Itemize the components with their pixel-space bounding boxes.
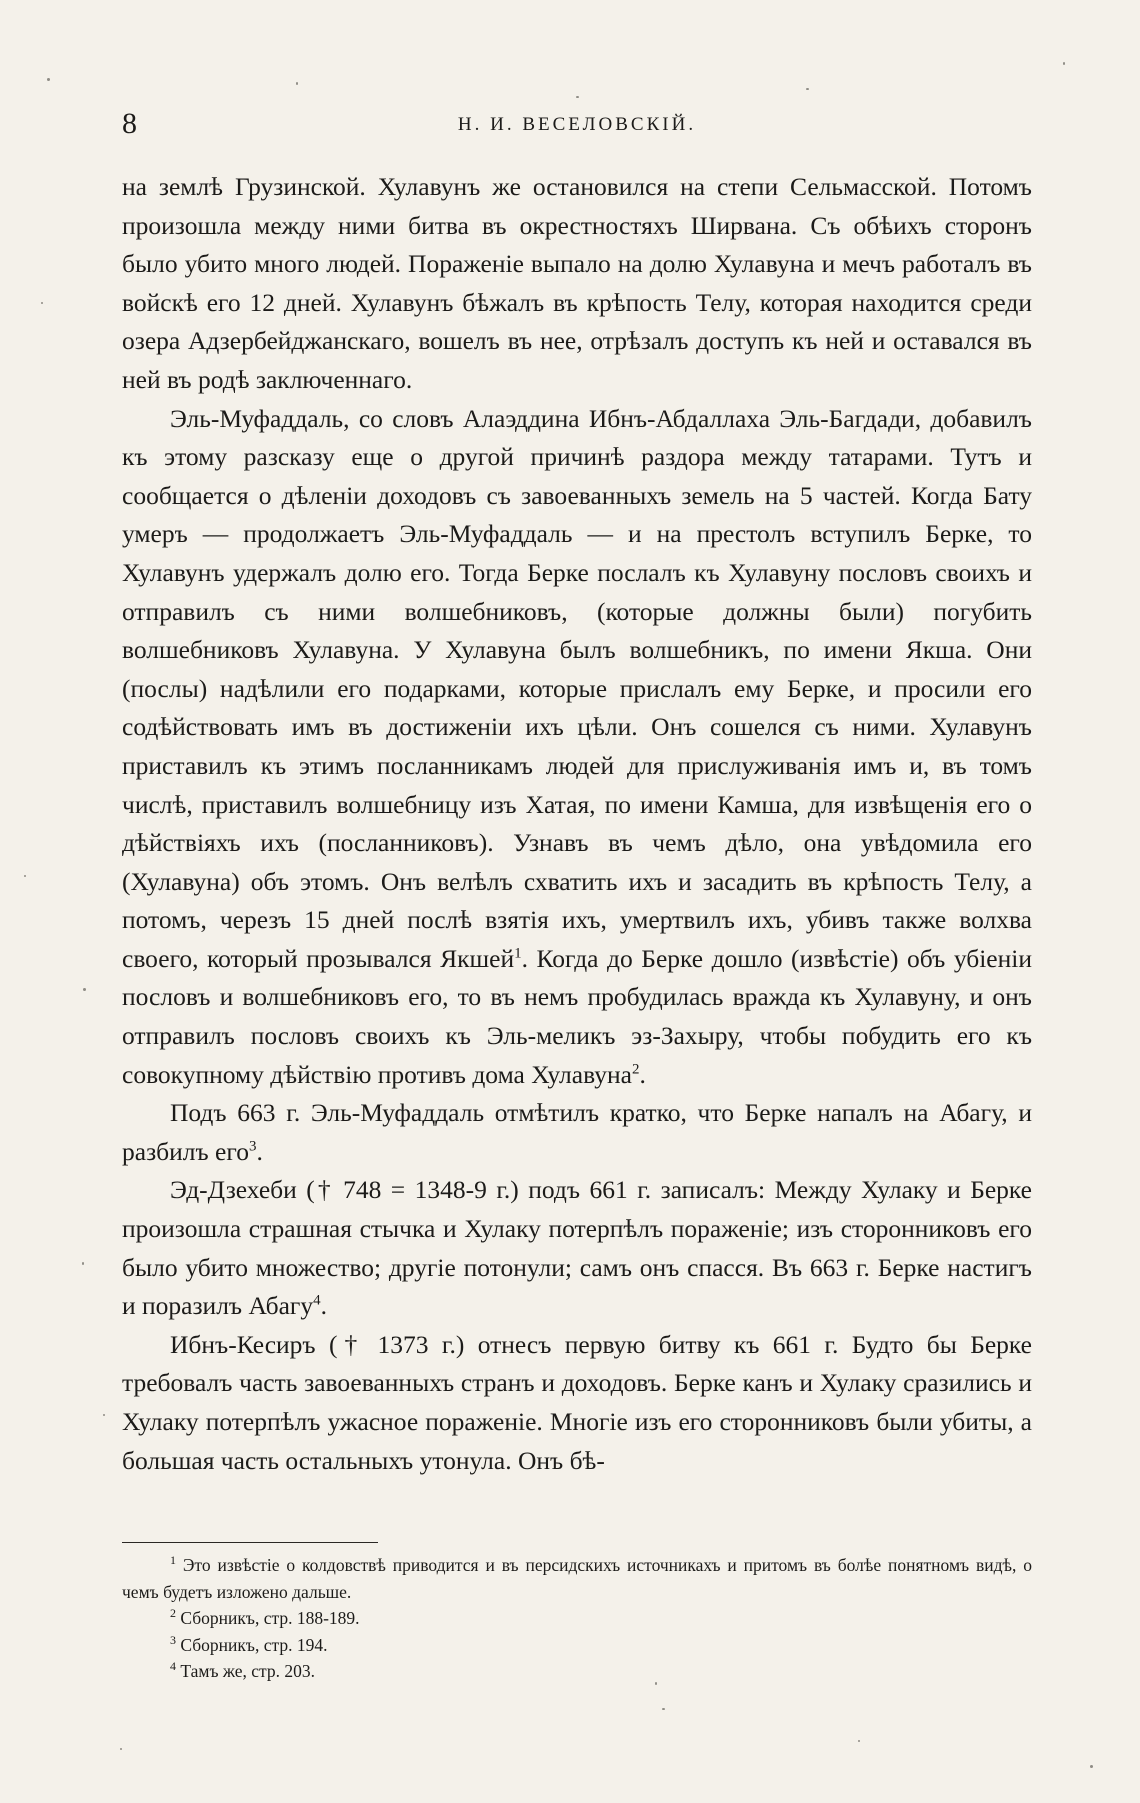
scan-speck [1063,62,1065,65]
footnote-mark-2: 2 [170,1606,176,1621]
footnote-ref-2: 2 [631,1061,640,1078]
footnote-3 [122,1632,1032,1659]
scan-speck [47,78,50,81]
paragraph-3 [122,1094,1032,1171]
scan-speck [296,82,298,85]
paragraph-1 [122,168,1032,400]
footnote-ref-3: 3 [248,1138,257,1155]
running-head: Н. И. ВЕСЕЛОВСКІЙ. [457,114,697,135]
page-number: 8 [122,107,137,140]
paragraph-2 [122,400,1032,1095]
footnote-ref-4: 4 [313,1292,321,1309]
footnote-divider [122,1542,378,1543]
footnote-ref-1: 1 [514,945,522,962]
scan-speck [806,88,809,90]
scan-speck [41,302,43,304]
scan-speck [82,1262,84,1265]
paragraph-4-text: Эд-Дзехеби († 748 = 1348-9 г.) подъ 661 г. записалъ: Между Хулаку и Берке произошла страшная стычка и Хулаку потерпѣлъ пораженіе; изъ сторонниковъ его было убито множество; другіе потонули; самъ онъ спасся. Въ 663 г. Берке настигъ и поразилъ Абагу [122,1175,1032,1321]
paragraph-2-text-cont: . Когда до Берке дошло (извѣстіе) объ убіеніи пословъ и волшебниковъ его, то въ немъ пробудилась вражда къ Хулавуну, и онъ отправилъ пословъ своихъ къ Эль-меликъ эз-Захыру, чтобы побудить его къ совокупному дѣйствію противъ дома Хулавуна [122,943,1032,1089]
paragraph-4 [122,1171,1032,1325]
footnote-1-text: Это извѣстіе о колдовствѣ приводится и въ персидскихъ источникахъ и притомъ въ болѣе понятномъ видѣ, о чемъ будетъ изложено дальше. [122,1555,1032,1602]
footnote-2-text: Сборникъ, стр. 188-189. [176,1608,360,1628]
scan-speck [858,1740,860,1742]
scan-speck [120,1748,122,1750]
paragraph-3-text-end: . [256,1136,263,1166]
footnote-mark-1: 1 [170,1553,176,1568]
paragraph-5-text: Ибнъ-Кесиръ († 1373 г.) отнесъ первую битву къ 661 г. Будто бы Берке требовалъ часть завоеванныхъ странъ и доходовъ. Берке канъ и Хулаку сразились и Хулаку потерпѣлъ ужасное пораженіе. Многіе изъ его сторонниковъ были убиты, а большая часть остальныхъ утонула. Онъ бѣ- [122,1329,1032,1475]
scan-speck [662,1708,665,1710]
footnotes [122,1552,1032,1685]
scan-speck [576,96,579,98]
paragraph-5 [122,1326,1032,1480]
scan-speck [103,1414,105,1416]
paragraph-3-text: Подъ 663 г. Эль-Муфаддаль отмѣтилъ кратко, что Берке напалъ на Абагу, и разбилъ его [122,1098,1032,1166]
footnote-mark-4: 4 [170,1659,176,1674]
scan-speck [655,1682,657,1685]
page-header [122,104,1032,148]
paragraph-2-text-end: . [639,1059,646,1089]
body-text [122,168,1032,1480]
footnote-4 [122,1658,1032,1685]
scan-speck [1090,1765,1093,1768]
scan-speck [83,988,86,991]
scan-speck [24,875,26,877]
paragraph-4-text-end: . [320,1291,327,1321]
footnote-mark-3: 3 [170,1632,176,1647]
footnote-1 [122,1552,1032,1605]
footnote-4-text: Тамъ же, стр. 203. [176,1661,316,1681]
paragraph-2-text: Эль-Муфаддаль, со словъ Алаэддина Ибнъ-Абдаллаха Эль-Багдади, добавилъ къ этому разсказу еще о другой причинѣ раздора между татарами. Тутъ и сообщается о дѣленіи доходовъ съ завоеванныхъ земель на 5 частей. Когда Бату умеръ — продолжаетъ Эль-Муфаддаль — и на престолъ вступилъ Берке, то Хулавунъ удержалъ долю его. Тогда Берке послалъ къ Хулавуну пословъ своихъ и отправилъ съ ними волшебниковъ, (которые должны были) погубить волшебниковъ Хулавуна. У Хулавуна былъ волшебникъ, по имени Якша. Они (послы) надѣлили его подарками, которые прислалъ ему Берке, и просили его содѣйствовать имъ въ достиженіи ихъ цѣли. Онъ сошелся съ ними. Хулавунъ приставилъ къ этимъ посланникамъ людей для прислуживанія имъ и, въ томъ числѣ, приставилъ волшебницу изъ Хатая, по имени Камша, для извѣщенія его о дѣйствіяхъ ихъ (посланниковъ). Узнавъ въ чемъ дѣло, она увѣдомила его (Хулавуна) объ этомъ. Онъ велѣлъ схватить ихъ и засадить въ крѣпость Телу, а потомъ, черезъ 15 дней послѣ взятія ихъ, умертвилъ ихъ, убивъ также волхва своего, который прозывался Якшей [122,403,1032,973]
footnote-3-text: Сборникъ, стр. 194. [176,1634,328,1655]
footnote-2 [122,1605,1032,1632]
paragraph-1-text: на землѣ Грузинской. Хулавунъ же остановился на степи Сельмасской. Потомъ произошла между ними битва въ окрестностяхъ Ширвана. Съ обѣихъ сторонъ было убито много людей. Пораженіе выпало на долю Хулавуна и мечъ работалъ въ войскѣ его 12 дней. Хулавунъ бѣжалъ въ крѣпость Телу, которая находится среди озера Адзербейджанскаго, вошелъ въ нее, отрѣзалъ доступъ къ ней и оставался въ ней въ родѣ заключеннаго. [122,172,1032,394]
